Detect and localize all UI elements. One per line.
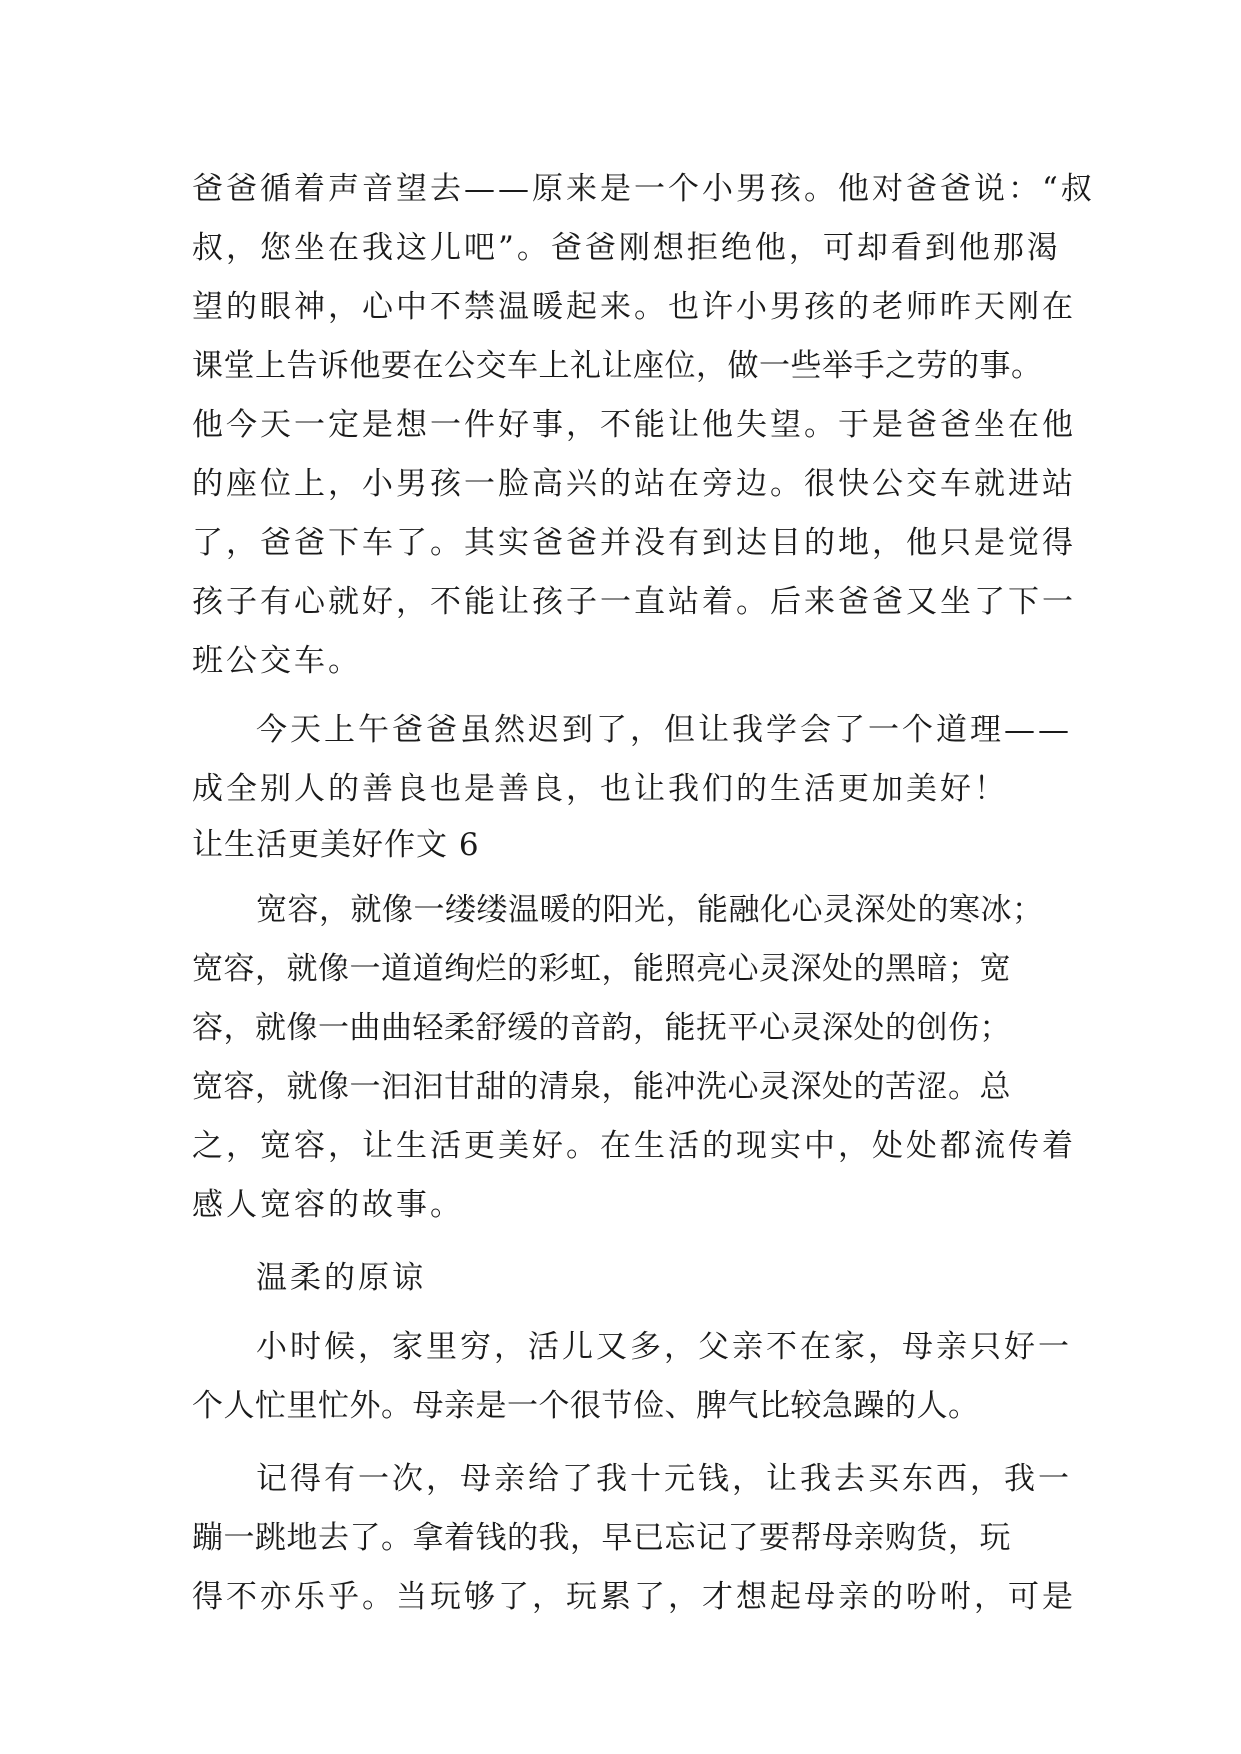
text-line: 记得有一次，母亲给了我十元钱，让我去买东西，我一 (256, 1461, 1072, 1497)
text-line: 宽容，就像一道道绚烂的彩虹，能照亮心灵深处的黑暗；宽 (192, 951, 1011, 987)
text-line: 感人宽容的故事。 (192, 1187, 464, 1223)
text-line: 的座位上，小男孩一脸高兴的站在旁边。很快公交车就进站 (192, 466, 1076, 502)
text-line: 小时候，家里穷，活儿又多，父亲不在家，母亲只好一 (256, 1329, 1072, 1365)
paragraph-memory (192, 1450, 1076, 1627)
text-line: 宽容，就像一汩汩甘甜的清泉，能冲洗心灵深处的苦涩。总 (192, 1069, 1011, 1105)
paragraph-conclusion (192, 701, 1072, 819)
text-line: 得不亦乐乎。当玩够了，玩累了，才想起母亲的吩咐，可是 (192, 1579, 1076, 1615)
text-line: 成全别人的善良也是善良，也让我们的生活更加美好！ (192, 771, 1008, 807)
text-line: 他今天一定是想一件好事，不能让他失望。于是爸爸坐在他 (192, 407, 1076, 443)
text-line: 蹦一跳地去了。拿着钱的我，早已忘记了要帮母亲购货，玩 (192, 1520, 1011, 1556)
text-line: 爸爸循着声音望去——原来是一个小男孩。他对爸爸说：“叔 (192, 171, 1095, 207)
section-heading: 让生活更美好作文 6 (192, 827, 480, 863)
text-line: 望的眼神，心中不禁温暖起来。也许小男孩的老师昨天刚在 (192, 289, 1076, 325)
document-body (192, 160, 1095, 1627)
paragraph-tolerance (192, 881, 1076, 1235)
text-line: 个人忙里忙外。母亲是一个很节俭、脾气比较急躁的人。 (192, 1388, 980, 1424)
text-line: 叔，您坐在我这儿吧”。爸爸刚想拒绝他，可却看到他那渴 (192, 230, 1061, 266)
text-line: 今天上午爸爸虽然迟到了，但让我学会了一个道理—— (256, 712, 1072, 748)
paragraph-bus-story (192, 160, 1095, 691)
paragraph-childhood (192, 1318, 1072, 1436)
text-line: 班公交车。 (192, 643, 362, 679)
text-line: 了，爸爸下车了。其实爸爸并没有到达目的地，他只是觉得 (192, 525, 1076, 561)
text-line: 孩子有心就好，不能让孩子一直站着。后来爸爸又坐了下一 (192, 584, 1076, 620)
text-line: 课堂上告诉他要在公交车上礼让座位，做一些举手之劳的事。 (192, 348, 1043, 384)
text-line: 容，就像一曲曲轻柔舒缓的音韵，能抚平心灵深处的创伤； (192, 1010, 1011, 1046)
text-line: 宽容，就像一缕缕温暖的阳光，能融化心灵深处的寒冰； (256, 892, 1044, 928)
text-line: 之，宽容，让生活更美好。在生活的现实中，处处都流传着 (192, 1128, 1076, 1164)
story-subtitle: 温柔的原谅 (256, 1260, 426, 1296)
